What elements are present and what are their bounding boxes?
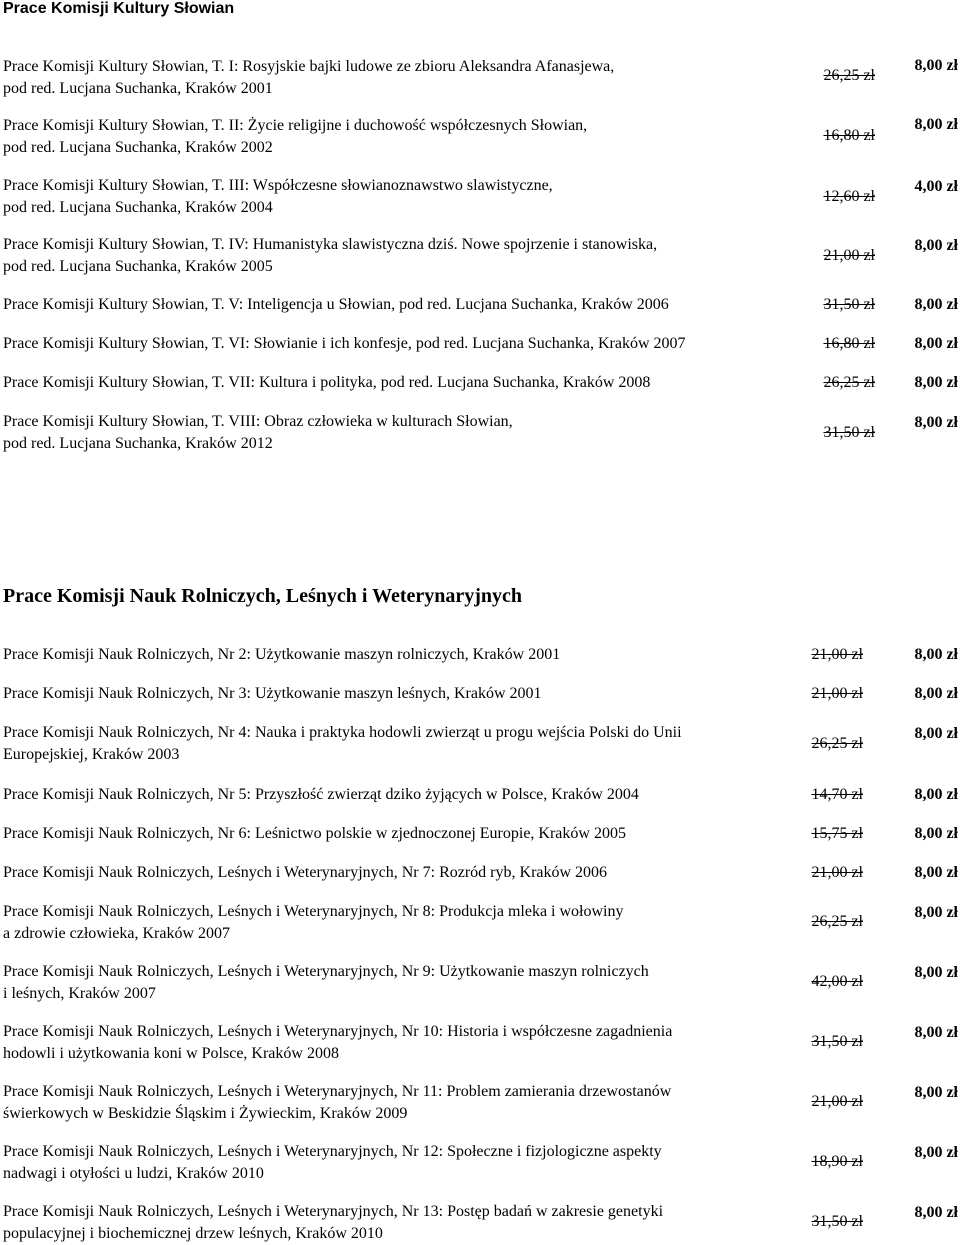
old-price: 14,70 zł <box>811 786 863 803</box>
list-item <box>3 56 958 102</box>
new-price: 8,00 zł <box>914 237 958 254</box>
new-price: 8,00 zł <box>914 685 958 702</box>
new-price: 8,00 zł <box>914 374 958 391</box>
list-item <box>3 901 958 947</box>
old-price: 26,25 zł <box>811 735 863 752</box>
list-item <box>3 644 958 668</box>
item-title: Prace Komisji Nauk Rolniczych, Leśnych i Weterynaryjnych, Nr 10: Historia i współczesne zagadnienia hodowli i użytkowania koni w Polsce, Kraków 2008 <box>3 1023 673 1062</box>
new-price: 8,00 zł <box>914 57 958 74</box>
old-price: 21,00 zł <box>823 247 875 264</box>
list-item <box>3 333 958 357</box>
old-price: 42,00 zł <box>811 973 863 990</box>
old-price: 26,25 zł <box>811 913 863 930</box>
new-price: 8,00 zł <box>914 116 958 133</box>
old-price: 31,50 zł <box>811 1033 863 1050</box>
list-item <box>3 1201 958 1244</box>
new-price: 8,00 zł <box>914 725 958 742</box>
old-price: 31,50 zł <box>811 1213 863 1230</box>
old-price: 16,80 zł <box>823 335 875 352</box>
old-price: 31,50 zł <box>823 296 875 313</box>
new-price: 8,00 zł <box>914 1144 958 1161</box>
new-price: 8,00 zł <box>914 646 958 663</box>
old-price: 15,75 zł <box>811 825 863 842</box>
item-title: Prace Komisji Nauk Rolniczych, Nr 5: Przyszłość zwierząt dziko żyjących w Polsce, Kraków 2004 <box>3 786 639 803</box>
old-price: 21,00 zł <box>811 1093 863 1110</box>
list-item <box>3 115 958 161</box>
new-price: 8,00 zł <box>914 1024 958 1041</box>
new-price: 8,00 zł <box>914 414 958 431</box>
old-price: 12,60 zł <box>823 188 875 205</box>
list-item <box>3 175 958 221</box>
item-title: Prace Komisji Kultury Słowian, T. VII: Kultura i polityka, pod red. Lucjana Suchanka, Kraków 2008 <box>3 374 651 391</box>
item-title: Prace Komisji Nauk Rolniczych, Leśnych i Weterynaryjnych, Nr 11: Problem zamierania drzewostanów świerkowych w Beskidzie Śląskim i Żywieckim, Kraków 2009 <box>3 1083 672 1122</box>
new-price: 8,00 zł <box>914 1084 958 1101</box>
list-item <box>3 1141 958 1187</box>
old-price: 21,00 zł <box>811 685 863 702</box>
list-item <box>3 823 958 847</box>
list-item <box>3 372 958 396</box>
item-title: Prace Komisji Nauk Rolniczych, Nr 6: Leśnictwo polskie w zjednoczonej Europie, Kraków 2005 <box>3 825 626 842</box>
new-price: 8,00 zł <box>914 786 958 803</box>
list-item <box>3 234 958 280</box>
list-item <box>3 862 958 886</box>
list-item <box>3 1021 958 1067</box>
item-title: Prace Komisji Kultury Słowian, T. II: Życie religijne i duchowość współczesnych Słowian, pod red. Lucjana Suchanka, Kraków 2002 <box>3 117 588 156</box>
new-price: 8,00 zł <box>914 904 958 921</box>
old-price: 21,00 zł <box>811 646 863 663</box>
old-price: 21,00 zł <box>811 864 863 881</box>
new-price: 8,00 zł <box>914 864 958 881</box>
old-price: 18,90 zł <box>811 1153 863 1170</box>
old-price: 26,25 zł <box>823 67 875 84</box>
item-title: Prace Komisji Nauk Rolniczych, Nr 4: Nauka i praktyka hodowli zwierząt u progu wejścia Polski do Unii Europejskiej, Kraków 2003 <box>3 724 682 763</box>
new-price: 8,00 zł <box>914 296 958 313</box>
new-price: 8,00 zł <box>914 964 958 981</box>
item-title: Prace Komisji Kultury Słowian, T. I: Rosyjskie bajki ludowe ze zbioru Aleksandra Afanasjewa, pod red. Lucjana Suchanka, Kraków 2001 <box>3 58 615 97</box>
old-price: 16,80 zł <box>823 127 875 144</box>
item-title: Prace Komisji Nauk Rolniczych, Nr 2: Użytkowanie maszyn rolniczych, Kraków 2001 <box>3 646 561 663</box>
item-title: Prace Komisji Kultury Słowian, T. IV: Humanistyka slawistyczna dziś. Nowe spojrzenie i stanowiska, pod red. Lucjana Suchanka, Kraków 2005 <box>3 236 658 275</box>
item-title: Prace Komisji Kultury Słowian, T. VIII: Obraz człowieka w kulturach Słowian, pod red. Lucjana Suchanka, Kraków 2012 <box>3 413 513 452</box>
item-title: Prace Komisji Nauk Rolniczych, Leśnych i Weterynaryjnych, Nr 7: Rozród ryb, Kraków 2006 <box>3 864 608 881</box>
new-price: 4,00 zł <box>914 178 958 195</box>
old-price: 31,50 zł <box>823 424 875 441</box>
list-item <box>3 961 958 1007</box>
list-item <box>3 722 958 768</box>
list-item <box>3 683 958 707</box>
item-title: Prace Komisji Nauk Rolniczych, Nr 3: Użytkowanie maszyn leśnych, Kraków 2001 <box>3 685 542 702</box>
new-price: 8,00 zł <box>914 825 958 842</box>
item-title: Prace Komisji Kultury Słowian, T. III: Współczesne słowianoznawstwo slawistyczne, pod red. Lucjana Suchanka, Kraków 2004 <box>3 177 553 216</box>
list-item <box>3 784 958 808</box>
section-title-kultury-slowian: Prace Komisji Kultury Słowian <box>3 0 235 17</box>
new-price: 8,00 zł <box>914 1204 958 1221</box>
new-price: 8,00 zł <box>914 335 958 352</box>
list-item <box>3 1081 958 1127</box>
old-price: 26,25 zł <box>823 374 875 391</box>
list-item <box>3 411 958 457</box>
item-title: Prace Komisji Kultury Słowian, T. VI: Słowianie i ich konfesje, pod red. Lucjana Suchanka, Kraków 2007 <box>3 335 686 352</box>
item-title: Prace Komisji Nauk Rolniczych, Leśnych i Weterynaryjnych, Nr 12: Społeczne i fizjologiczne aspekty nadwagi i otyłości u ludzi, Kraków 2010 <box>3 1143 662 1182</box>
item-title: Prace Komisji Nauk Rolniczych, Leśnych i Weterynaryjnych, Nr 8: Produkcja mleka i wołowiny a zdrowie człowieka, Kraków 2007 <box>3 903 624 942</box>
item-title: Prace Komisji Nauk Rolniczych, Leśnych i Weterynaryjnych, Nr 9: Użytkowanie maszyn rolniczych i leśnych, Kraków 2007 <box>3 963 649 1002</box>
section-title-nauk-rolniczych: Prace Komisji Nauk Rolniczych, Leśnych i Weterynaryjnych <box>3 585 523 607</box>
item-title: Prace Komisji Kultury Słowian, T. V: Inteligencja u Słowian, pod red. Lucjana Suchanka, Kraków 2006 <box>3 296 669 313</box>
list-item <box>3 294 958 318</box>
item-title: Prace Komisji Nauk Rolniczych, Leśnych i Weterynaryjnych, Nr 13: Postęp badań w zakresie genetyki populacyjnej i biochemicznej drzew leśnych, Kraków 2010 <box>3 1203 664 1242</box>
